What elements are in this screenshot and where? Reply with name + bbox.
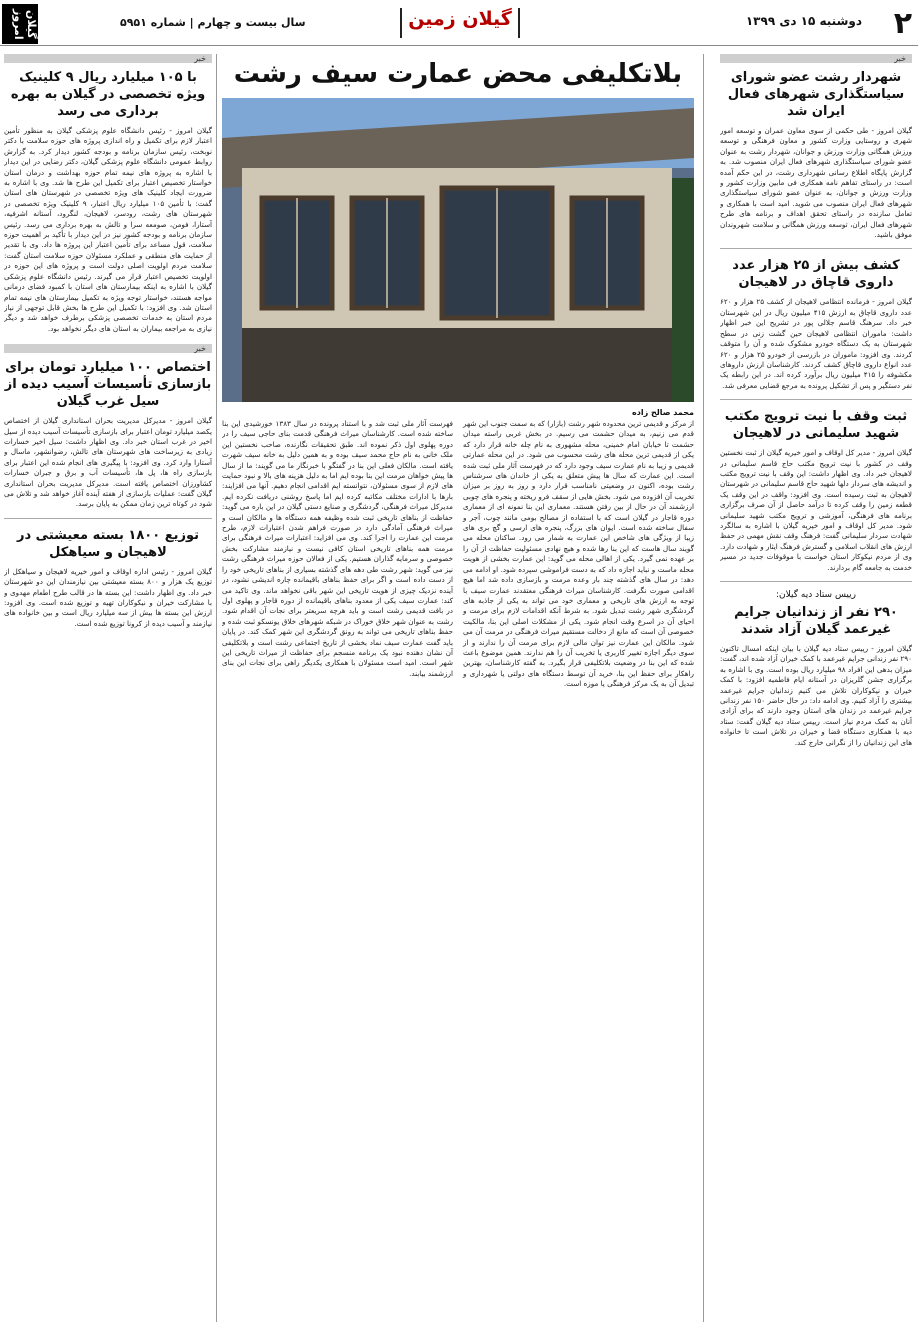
divider bbox=[720, 581, 912, 582]
article-title: کشف بیش از ۲۵ هزار عدد داروی قاچاق در لاهیجان bbox=[732, 258, 900, 291]
building-illustration bbox=[222, 98, 694, 402]
main-headline: بلاتکلیفی محض عمارت سیف رشت bbox=[233, 59, 683, 89]
divider bbox=[720, 399, 912, 400]
article-title: با ۱۰۵ میلیارد ریال ۹ کلینیک ویژه تخصصی در گیلان به بهره برداری می رسد bbox=[10, 70, 206, 119]
divider bbox=[720, 248, 912, 249]
article-body: گیلان امروز - فرمانده انتظامی لاهیجان از کشف ۲۵ هزار و ۶۲۰ عدد داروی قاچاق به ارزش ۴۱۵ میلیون ریال در این شهرستان خبر داد. سرهنگ قاسم جلالی پور در تشریح این خبر اظهار داشت: ماموران انتظامی لاهیجان حین گشت زنی در سطح شهرستان به یک دستگاه خودرو مشکوک شده و آن را متوقف کردند. وی افزود: ماموران در بازرسی از خودرو ۲۵ هزار و ۶۲۰ عدد انواع داروی قاچاق کشف کردند. کارشناسان ارزش داروهای مکشوفه را ۴۱۵ میلیون ریال برآورد کرده اند. در این رابطه یک نفر دستگیر و پس از تشکیل پرونده به مرجع قضایی معرفی شد. bbox=[720, 297, 912, 390]
article-title: ثبت وقف با نیت ترویج مکتب شهید سلیمانی در لاهیجان bbox=[724, 409, 908, 442]
column-divider bbox=[216, 54, 217, 1322]
column-divider bbox=[703, 54, 704, 1322]
newspaper-logo: گیلان امروز bbox=[2, 4, 38, 44]
building-photo bbox=[222, 98, 694, 402]
news-bar: خبر bbox=[4, 344, 212, 353]
right-column bbox=[720, 54, 912, 1324]
article-kicker: رییس ستاد دیه گیلان: bbox=[776, 590, 856, 600]
article-title: ۲۹۰ نفر از زندانیان جرایم غیرعمد گیلان آزاد شدند bbox=[734, 605, 898, 637]
article-body: گیلان امروز - رییس ستاد دیه گیلان با بیان اینکه امسال تاکنون ۲۹۰ نفر زندانی جرایم غیرعمد با کمک خیران آزاد شده اند، گفت: میزان بدهی این افراد ۹۸ میلیارد ریال بوده است. وی با اشاره به برگزاری جشن گلریزان در آستانه ایام فاطمیه افزود: با کمک خیران و نیکوکاران تلاش می کنیم زندانیان جرایم غیرعمد بیشتری را آزاد کنیم. وی ادامه داد: در حال حاضر ۱۵۰ نفر زندانی جرایم غیرعمد در زندان های استان وجود دارند که برای آزادی آنان به کمک مردم نیاز است. رییس ستاد دیه گیلان گفت: ستاد دیه با همکاری دستگاه قضا و خیران در تلاش است تا خانواده های این زندانیان را از نگرانی خارج کند. bbox=[720, 644, 912, 747]
issue-date: دوشنبه ۱۵ دی ۱۳۹۹ bbox=[745, 14, 862, 28]
article-title: توزیع ۱۸۰۰ بسته معیشتی در لاهیجان و سیاهکل bbox=[17, 527, 199, 560]
left-column bbox=[4, 54, 212, 1324]
page-header bbox=[0, 0, 918, 46]
news-bar: خبر bbox=[720, 54, 912, 63]
article-body-left: فهرست آثار ملی ثبت شد و با استناد پرونده در سال ۱۳۸۳ خورشیدی این بنا ساخته شده است. کارشناسان میراث فرهنگی قدمت بنای حاجی سیف را در دوره پهلوی اول ذکر نموده اند. طبق تحقیقات نگارنده، صاحب نخستین این ملک خانی به نام حاج محمد سیف بوده و به همین دلیل به خانه سیف شهرت یافته است. مالکان فعلی این بنا در گفتگو با خبرنگار ما می گویند: ما از سال ها پیش خواهان مرمت این بنا بوده ایم اما به دلیل هزینه های بالا و نبود حمایت های لازم از سوی مسئولان، نتوانسته ایم اقدامی انجام دهیم. آنها می افزایند: بارها با ادارات مختلف مکاتبه کرده ایم اما پاسخ روشنی دریافت نکرده ایم. مدیرکل میراث فرهنگی، گردشگری و صنایع دستی گیلان در این باره می گوید: حفاظت از بناهای تاریخی ثبت شده وظیفه همه دستگاه ها و مالکان است و میراث فرهنگی آمادگی دارد در صورت فراهم شدن اعتبارات لازم، طرح مرمت این عمارت را اجرا کند. وی می افزاید: اعتبارات میراث فرهنگی برای مرمت همه بناهای تاریخی استان کافی نیست و نیازمند مشارکت بخش خصوصی و سرمایه گذاران هستیم. یکی از فعالان حوزه میراث فرهنگی رشت نیز می گوید: شهر رشت طی دهه های گذشته بسیاری از بناهای تاریخی خود را از دست داده است و اگر برای حفظ بناهای باقیمانده چاره اندیشی نشود، در آینده نزدیک چیزی از هویت تاریخی این شهر باقی نخواهد ماند. وی تاکید می کند: عمارت سیف یکی از معدود بناهای باقیمانده از دوره قاجار و پهلوی اول در بافت قدیمی رشت است و باید هرچه سریعتر برای نجات آن اقدام شود. رشت به عنوان شهر خلاق خوراک در شبکه شهرهای خلاق یونسکو ثبت شده و حفظ بناهای تاریخی می تواند به رونق گردشگری این شهر کمک کند. در پایان باید گفت عمارت سیف نماد بخشی از تاریخ اجتماعی رشت است و بلاتکلیفی آن نشان دهنده نبود یک برنامه منسجم برای حفاظت از میراث تاریخی این شهر است. امید است مسئولان با همکاری یکدیگر راهی برای نجات این بنای ارزشمند بیابند. bbox=[222, 419, 453, 678]
article-body-right: از مرکز و قدیمی ترین محدوده شهر رشت (بازار) که به سمت جنوب این شهر قدم می زنیم، به میدان حشمت می رسیم. در بخش غربی راسته میدان حشمت تا خیابان امام خمینی، محله مشهوری به نام چله خانه قرار دارد که یکی از قدیمی ترین محله های رشت محسوب می شود. در این محله عمارتی قدیمی و زیبا به نام عمارت سیف وجود دارد که در فهرست آثار ملی ثبت شده است. این عمارت که سال ها پیش متعلق به یکی از خاندان های سرشناس رشت بوده، اکنون در وضعیتی نامناسب قرار دارد و روز به روز بر میزان تخریب آن افزوده می شود. بخش هایی از سقف فرو ریخته و پنجره های چوبی ارزشمند آن در حال از بین رفتن هستند. معماری این بنا نمونه ای از معماری دوره قاجار در گیلان است که با استفاده از مصالح بومی مانند چوب، آجر و سفال ساخته شده است. ایوان های بزرگ، پنجره های ارسی و گچ بری های زیبا از ویژگی های شاخص این عمارت به شمار می رود. ساکنان محله می گویند سال هاست که این بنا رها شده و هیچ نهادی مسئولیت حفاظت از آن را بر عهده نمی گیرد. یکی از اهالی محله می گوید: این عمارت بخشی از هویت محله ماست و نباید اجازه داد که به دست فراموشی سپرده شود. او ادامه می دهد: در سال های گذشته چند بار وعده مرمت و بازسازی داده شد اما هیچ اقدامی صورت نگرفت. کارشناسان میراث فرهنگی معتقدند عمارت سیف با توجه به ارزش های تاریخی و معماری خود می تواند به یکی از جاذبه های گردشگری شهر رشت تبدیل شود. به شرط آنکه اقدامات لازم برای مرمت و احیای آن در اسرع وقت انجام شود. یکی از مشکلات اصلی این بنا، مالکیت خصوصی آن است که مانع از دخالت مستقیم میراث فرهنگی در مرمت آن می شود. مالکان این عمارت نیز توان مالی لازم برای مرمت آن را ندارند و از سوی دیگر اجازه تغییر کاربری یا تخریب آن را هم ندارند. همین موضوع باعث شده که این بنا در وضعیت بلاتکلیفی قرار بگیرد. به گفته کارشناسان، بهترین راهکار برای حفظ این بنا، خرید آن توسط دستگاه های دولتی یا شهرداری و تبدیل آن به یک مرکز فرهنگی یا موزه است. bbox=[463, 419, 694, 689]
divider bbox=[4, 518, 212, 519]
article-title: اختصاص ۱۰۰ میلیارد تومان برای بازسازی تأسیسات آسیب دیده از سیل غرب گیلان bbox=[4, 360, 212, 410]
page-number: ۲ bbox=[893, 6, 912, 41]
main-article bbox=[222, 54, 694, 1324]
article-body: گیلان امروز - مدیرکل مدیریت بحران استانداری گیلان از اختصاص یکصد میلیارد تومان اعتبار برای بازسازی تأسیسات آسیب دیده از سیل اخیر در غرب استان خبر داد. وی اظهار داشت: سیل اخیر خسارات زیادی به زیرساخت های شهرستان های تالش، رضوانشهر، ماسال و آستارا وارد کرد. وی افزود: با پیگیری های انجام شده این اعتبار برای بازسازی راه ها، پل ها، تأسیسات آب و برق و جبران خسارات کشاورزان اختصاص یافته است. مدیرکل مدیریت بحران استانداری گیلان گفت: عملیات بازسازی از هفته آینده آغاز خواهد شد و تلاش می شود در کوتاه ترین زمان ممکن به پایان برسد. bbox=[4, 416, 212, 509]
article-columns bbox=[222, 419, 694, 690]
byline: محمد صالح زاده bbox=[632, 408, 694, 417]
article-title: شهردار رشت عضو شورای سیاستگذاری شهرهای فعال ایران شد bbox=[727, 70, 905, 119]
section-title: گیلان زمین bbox=[400, 8, 520, 38]
news-bar: خبر bbox=[4, 54, 212, 63]
article-body: گیلان امروز - مدیر کل اوقاف و امور خیریه گیلان از ثبت نخستین وقف در کشور با نیت ترویج مکتب حاج قاسم سلیمانی در لاهیجان خبر داد. وی اظهار داشت: این وقف با نیت ترویج مکتب و اندیشه های سردار دلها شهید حاج قاسم سلیمانی در شهرستان لاهیجان به ثبت رسیده است. وی افزود: واقف در این وقف یک قطعه زمین را وقف کرده تا درآمد حاصل از آن صرف برگزاری برنامه های فرهنگی، آموزشی و ترویج مکتب شهید سلیمانی شود. مدیر کل اوقاف و امور خیریه گیلان با اشاره به سالگرد شهادت سردار سلیمانی گفت: فرهنگ وقف نقش مهمی در حفظ ارزش های انقلاب اسلامی و گسترش فرهنگ ایثار و شهادت دارد. وی از مردم نیکوکار استان خواست با موقوفات جدید در مسیر خدمت به جامعه گام بردارند. bbox=[720, 448, 912, 572]
article-body: گیلان امروز - رئیس اداره اوقاف و امور خیریه لاهیجان و سیاهکل از توزیع یک هزار و ۸۰۰ بسته معیشتی بین نیازمندان این دو شهرستان خبر داد. وی اظهار داشت: این بسته ها در قالب طرح اطعام مهدوی و با مشارکت خیران و نیکوکاران تهیه و توزیع شده است. وی افزود: ارزش این بسته ها بیش از سه میلیارد ریال است و بین خانواده های نیازمند و آسیب دیده از کرونا توزیع شده است. bbox=[4, 566, 212, 628]
article-body: گیلان امروز - رئیس دانشگاه علوم پزشکی گیلان به منظور تأمین اعتبار لازم برای تکمیل و راه اندازی پروژه های حوزه سلامت با دکتر نوبخت، رئیس سازمان برنامه و بودجه کشور دیدار کرد. به گزارش روابط عمومی دانشگاه علوم پزشکی گیلان، دکتر رضایی در این دیدار با اشاره به پروژه های نیمه تمام حوزه بهداشت و درمان استان خواستار تخصیص اعتبار برای تکمیل این طرح ها شد. وی با اشاره به ضرورت ایجاد کلینیک های ویژه تخصصی در شهرستان های استان گفت: با تأمین ۱۰۵ میلیارد ریال اعتبار، ۹ کلینیک ویژه تخصصی در شهرستان های رشت، رودسر، لاهیجان، لنگرود، آستانه اشرفیه، آستارا، فومن، صومعه سرا و تالش به بهره برداری می رسد. رئیس سازمان برنامه و بودجه کشور نیز در این دیدار با تأکید بر اهمیت حوزه سلامت، قول مساعد برای تأمین اعتبار این پروژه ها داد. وی با تقدیر از حمایت های منطقی و عملکرد مسئولان حوزه سلامت استان گفت: سلامت مردم اولویت اصلی دولت است و پروژه های این حوزه در اولویت تخصیص اعتبار قرار می گیرند. رئیس دانشگاه علوم پزشکی گیلان با اشاره به اینکه بیمارستان های استان با کمبود فضای درمانی مواجه هستند، خواستار توجه ویژه به تکمیل بیمارستان های نیمه تمام استان شد. وی افزود: با تکمیل این طرح ها بخش قابل توجهی از نیاز مردم استان به خدمات تخصصی پزشکی برطرف خواهد شد و دیگر نیازی به مراجعه بیماران به استان های دیگر نخواهد بود. bbox=[4, 126, 212, 333]
issue-number: سال بیست و چهارم | شماره ۵۹۵۱ bbox=[120, 16, 306, 29]
article-body: گیلان امروز - طی حکمی از سوی معاون عمران و توسعه امور شهری و روستایی وزارت کشور و معاون فرهنگی و توسعه ورزش همگانی وزارت ورزش و جوانان، شهردار رشت به عنوان عضو شورای سیاستگذاری شهرهای فعال ایران منصوب شد. به گزارش پایگاه اطلاع رسانی شهرداری رشت، در این حکم آمده است: در راستای تفاهم نامه همکاری فی مابین وزارت کشور و وزارت ورزش و جوانان، به عنوان عضو شورای سیاستگذاری شهرهای فعال ایران منصوب می شوید. امید است با همکاری و تعامل سازنده در راستای تحقق اهداف و برنامه های طرح شهرهای فعال ایران، توسعه ورزش همگانی و سلامت شهروندان موفق باشید. bbox=[720, 126, 912, 240]
